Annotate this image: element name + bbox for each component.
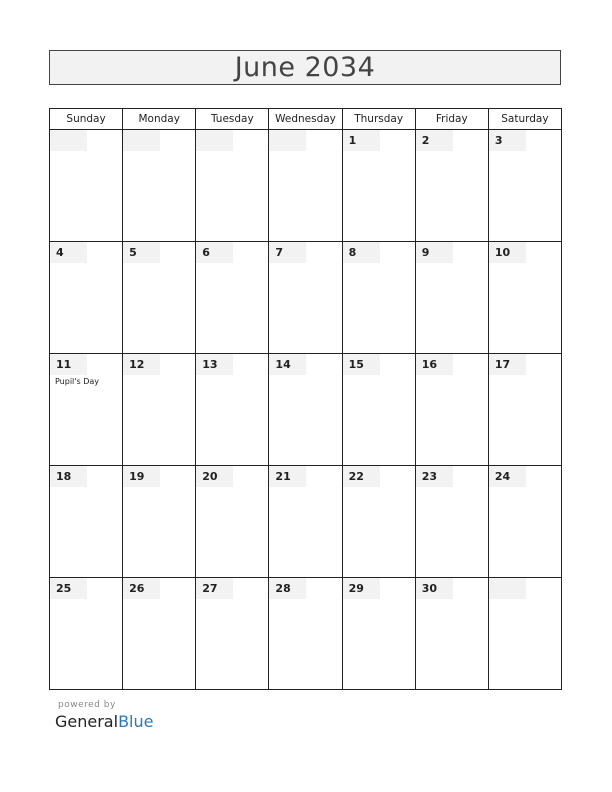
day-cell [123, 130, 196, 242]
day-cell [489, 354, 562, 466]
week-row [50, 130, 562, 242]
day-number: 26 [123, 578, 160, 599]
day-cell [196, 466, 269, 578]
day-number: 16 [416, 354, 453, 375]
day-number [489, 578, 526, 599]
day-number: 30 [416, 578, 453, 599]
day-cell [269, 466, 342, 578]
day-cell [50, 578, 123, 690]
powered-by-label: powered by [58, 700, 116, 710]
day-number: 12 [123, 354, 160, 375]
day-number: 19 [123, 466, 160, 487]
week-row [50, 466, 562, 578]
day-number: 24 [489, 466, 526, 487]
day-number: 23 [416, 466, 453, 487]
day-cell [269, 578, 342, 690]
weekday-header: Thursday [343, 109, 416, 130]
week-row [50, 578, 562, 690]
weekday-header: Monday [123, 109, 196, 130]
day-cell [123, 466, 196, 578]
day-number [50, 130, 87, 151]
day-number: 28 [269, 578, 306, 599]
weekday-header: Tuesday [196, 109, 269, 130]
day-number: 7 [269, 242, 306, 263]
day-cell [343, 354, 416, 466]
day-cell [123, 578, 196, 690]
day-cell [489, 242, 562, 354]
day-cell [196, 578, 269, 690]
day-number: 3 [489, 130, 526, 151]
day-number [196, 130, 233, 151]
day-number [123, 130, 160, 151]
day-number: 14 [269, 354, 306, 375]
day-number: 18 [50, 466, 87, 487]
day-cell [50, 354, 123, 466]
brand-general: General [55, 712, 119, 731]
day-cell [489, 130, 562, 242]
day-number: 2 [416, 130, 453, 151]
day-number: 9 [416, 242, 453, 263]
day-cell [489, 466, 562, 578]
week-row [50, 242, 562, 354]
day-cell [489, 578, 562, 690]
day-cell [123, 242, 196, 354]
day-cell [269, 130, 342, 242]
day-cell [416, 242, 489, 354]
day-cell [416, 466, 489, 578]
day-number: 13 [196, 354, 233, 375]
day-number: 4 [50, 242, 87, 263]
weekday-header: Sunday [50, 109, 123, 130]
day-cell [196, 130, 269, 242]
day-cell [269, 242, 342, 354]
day-number: 11 [50, 354, 87, 375]
day-cell [196, 242, 269, 354]
day-cell [196, 354, 269, 466]
brand-blue: Blue [118, 712, 154, 731]
day-cell [416, 354, 489, 466]
calendar-title: June 2034 [234, 52, 376, 83]
day-cell [343, 242, 416, 354]
day-cell [343, 130, 416, 242]
weekday-header: Wednesday [269, 109, 342, 130]
holiday-label: Pupil's Day [55, 377, 99, 386]
day-number: 22 [343, 466, 380, 487]
day-number: 27 [196, 578, 233, 599]
day-number: 15 [343, 354, 380, 375]
day-cell [123, 354, 196, 466]
day-cell [50, 242, 123, 354]
calendar-grid [49, 108, 562, 690]
day-cell [416, 130, 489, 242]
weekday-header: Friday [416, 109, 489, 130]
day-cell [269, 354, 342, 466]
day-cell [343, 578, 416, 690]
day-cell [50, 466, 123, 578]
day-number: 10 [489, 242, 526, 263]
weekday-header: Saturday [489, 109, 562, 130]
day-cell [416, 578, 489, 690]
day-number: 25 [50, 578, 87, 599]
day-number: 8 [343, 242, 380, 263]
day-number: 17 [489, 354, 526, 375]
calendar-title-box [49, 50, 561, 85]
generalblue-logo [55, 712, 153, 731]
day-cell [343, 466, 416, 578]
day-number: 5 [123, 242, 160, 263]
day-number: 6 [196, 242, 233, 263]
day-number: 1 [343, 130, 380, 151]
day-number: 21 [269, 466, 306, 487]
day-number: 20 [196, 466, 233, 487]
week-row [50, 354, 562, 466]
day-number: 29 [343, 578, 380, 599]
day-number [269, 130, 306, 151]
weekday-header-row [50, 109, 562, 130]
day-cell [50, 130, 123, 242]
